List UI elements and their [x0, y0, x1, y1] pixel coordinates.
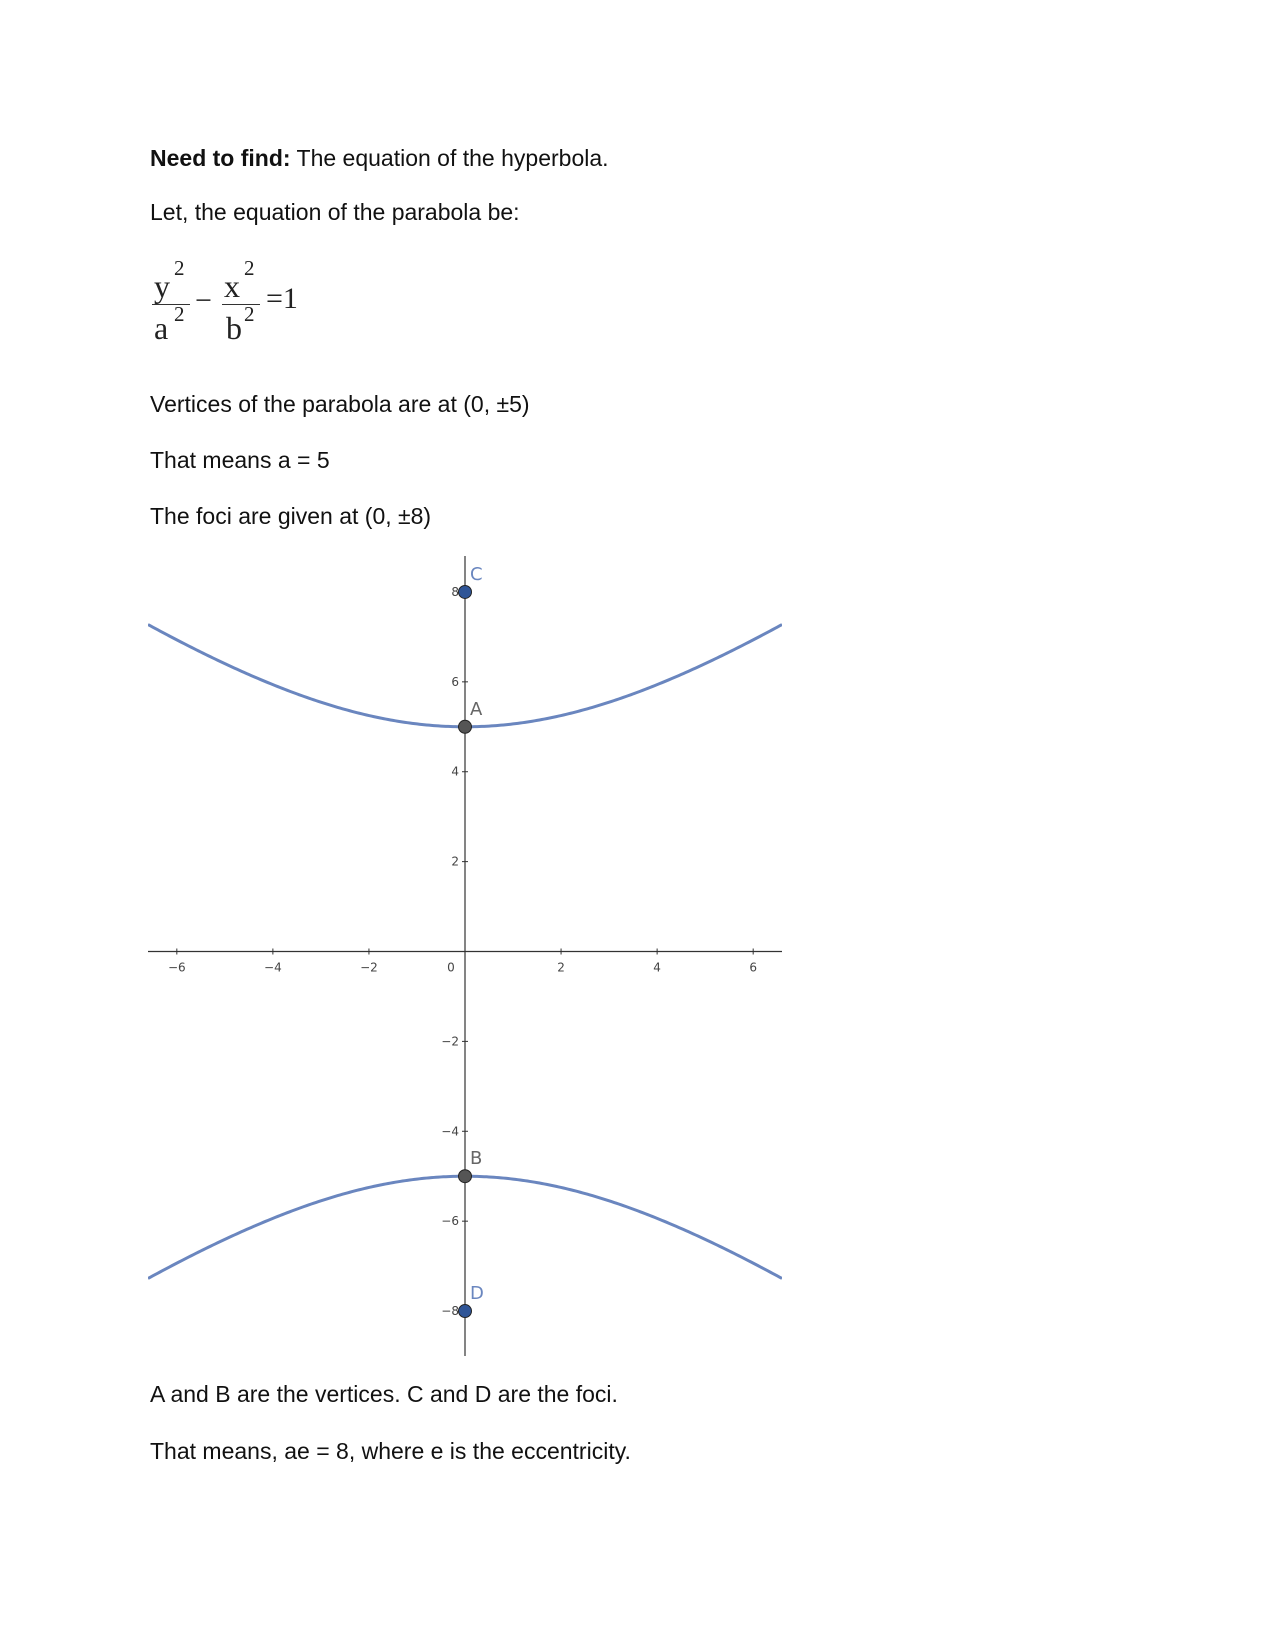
let-equation-line: Let, the equation of the parabola be:: [150, 199, 520, 225]
x-tick-label: 2: [557, 960, 565, 975]
point-label-b: B: [470, 1148, 483, 1170]
point-label-a: A: [470, 698, 483, 720]
point-a: [459, 720, 472, 733]
denominator-a-exponent: 2: [174, 302, 185, 326]
point-d: [459, 1305, 472, 1318]
minus-sign: −: [195, 284, 212, 317]
foci-line: The foci are given at (0, ±8): [150, 503, 432, 529]
vertices-foci-line: A and B are the vertices. C and D are the foci.: [150, 1381, 618, 1407]
x-tick-label: 6: [749, 960, 758, 975]
hyperbola-graph: [148, 556, 782, 1356]
y-tick-label: 6: [451, 674, 459, 689]
point-b: [459, 1170, 472, 1183]
y-tick-label: 4: [451, 764, 459, 779]
denominator-b-exponent: 2: [244, 302, 255, 326]
vertices-line: Vertices of the parabola are at (0, ±5): [150, 391, 530, 417]
point-label-c: C: [470, 563, 483, 585]
x-tick-label: 0: [447, 960, 455, 975]
y-tick-label: 2: [451, 854, 459, 869]
numerator-y-exponent: 2: [174, 256, 185, 280]
point-c: [459, 585, 472, 598]
y-tick-label: −2: [441, 1034, 459, 1049]
eccentricity-line: That means, ae = 8, where e is the eccentricity.: [150, 1438, 631, 1464]
numerator-x: x: [224, 268, 240, 304]
need-to-find-line: [150, 144, 609, 172]
denominator-b: b: [226, 310, 242, 346]
means-a-line: That means a = 5: [150, 447, 330, 473]
y-tick-label: −8: [441, 1304, 459, 1319]
hyperbola-equation: [150, 256, 330, 362]
y-tick-label: −4: [441, 1124, 459, 1139]
need-text: The equation of the hyperbola.: [290, 145, 609, 171]
y-tick-label: 8: [451, 584, 459, 599]
numerator-y: y: [154, 268, 170, 304]
numerator-x-exponent: 2: [244, 256, 255, 280]
x-tick-label: −2: [360, 960, 378, 975]
denominator-a: a: [154, 310, 169, 346]
x-tick-label: −6: [167, 960, 186, 975]
y-tick-label: −6: [441, 1214, 459, 1229]
need-label: Need to find:: [150, 145, 291, 171]
x-tick-label: −4: [264, 960, 282, 975]
point-label-d: D: [470, 1283, 484, 1305]
equals-one: =1: [266, 282, 298, 315]
x-tick-label: 4: [653, 960, 661, 975]
